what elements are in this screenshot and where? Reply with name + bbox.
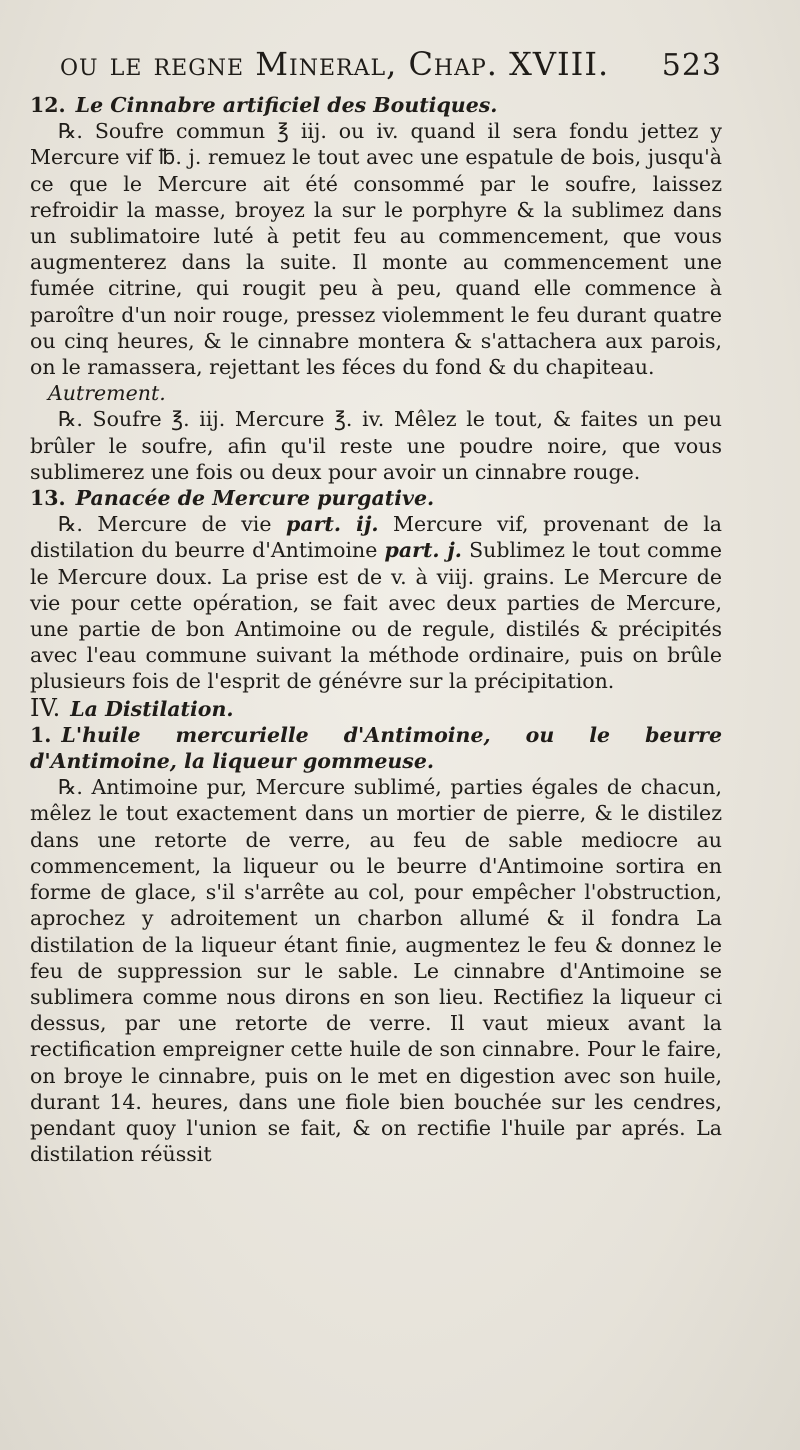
heading-number: 1. [30, 722, 52, 747]
running-head-title: ou le regne Mineral, Chap. XVIII. [60, 45, 610, 83]
heading-text: L'huile mercurielle d'Antimoine, ou le beurre d'Antimoine, la liqueur gommeuse. [30, 722, 722, 774]
section-heading-IV [30, 695, 722, 722]
body-text [30, 92, 722, 1167]
paragraph: ℞. Soufre ℥. iij. Mercure ℥. iv. Mêlez le tout, & faites un peu brûler le soufre, afin qu'il reste une poudre noire, que vous sublimerez une fois ou deux pour avoir un cinnabre rouge. [30, 407, 722, 484]
heading-text: Le Cinnabre artificiel des Boutiques. [75, 93, 498, 117]
section-heading-13 [30, 485, 722, 511]
paragraph: ℞. Soufre commun ℥ iij. ou iv. quand il sera fondu jettez y Mercure vif ℔. j. remuez le tout avec une espatule de bois, jusqu'à ce que le Mercure ait été consommé par le soufre, laissez refroidir la masse, broyez la sur le porphyre & la sublimez dans un sublimatoire luté à petit feu au commencement, que vous augmenterez dans la suite. Il monte au commencement une fumée citrine, qui rougit peu à peu, quand elle commence à paroître d'un noir rouge, pressez violemment le feu durant quatre ou cinq heures, & le cinnabre montera & s'attachera aux parois, on le ramassera, rejettant les féces du fond & du chapiteau. [30, 119, 722, 380]
subheading-autrement: Autrement. [48, 381, 166, 406]
heading-text: Panacée de Mercure purgative. [75, 486, 435, 511]
paragraph [30, 511, 722, 694]
section-heading-1 [30, 722, 722, 774]
heading-number: 13. [30, 486, 66, 511]
heading-number: IV. [30, 693, 61, 722]
text-run: Mercure vif, provenant de la distilation du beurre d'Antimoine [30, 512, 722, 563]
heading-number: 12. [30, 93, 66, 117]
text-run-italic: part. j. [384, 538, 462, 563]
text-run: Sublimez le tout comme le Mercure doux. La prise est de v. à viij. grains. Le Mercure de vie pour cette opération, se fait avec deux parties de Mercure, une partie de bon Antimoine ou de regule, distilés & précipités avec l'eau commune suivant la méthode ordinaire, puis on brûle plusieurs fois de l'esprit de génévre sur la précipitation. [30, 538, 722, 694]
text-run-italic: part. ij. [286, 512, 379, 537]
heading-text: La Distilation. [70, 696, 234, 721]
running-head [30, 44, 722, 86]
page-number: 523 [661, 48, 722, 83]
section-heading-12 [30, 92, 722, 118]
paragraph: ℞. Antimoine pur, Mercure sublimé, parties égales de chacun, mêlez le tout exactement dans un mortier de pierre, & le distilez dans une retorte de verre, au feu de sable mediocre au commencement, la liqueur ou le beurre d'Antimoine sortira en forme de glace, s'il s'arrête au col, pour empêcher l'obstruction, aprochez y adroitement un charbon allumé & il fondra La distilation de la liqueur étant finie, augmentez le feu & donnez le feu de suppression sur le sable. Le cinnabre d'Antimoine se sublimera comme nous dirons en son lieu. Rectifiez la liqueur ci dessus, par une retorte de verre. Il vaut mieux avant la rectification empreigner cette huile de son cinnabre. Pour le faire, on broye le cinnabre, puis on le met en digestion avec son huile, durant 14. heures, dans une fiole bien bouchée sur les cendres, pendant quoy l'union se fait, & on rectifie l'huile par aprés. La distilation réüssit [30, 775, 722, 1167]
text-run: ℞. Mercure de vie [58, 512, 272, 537]
